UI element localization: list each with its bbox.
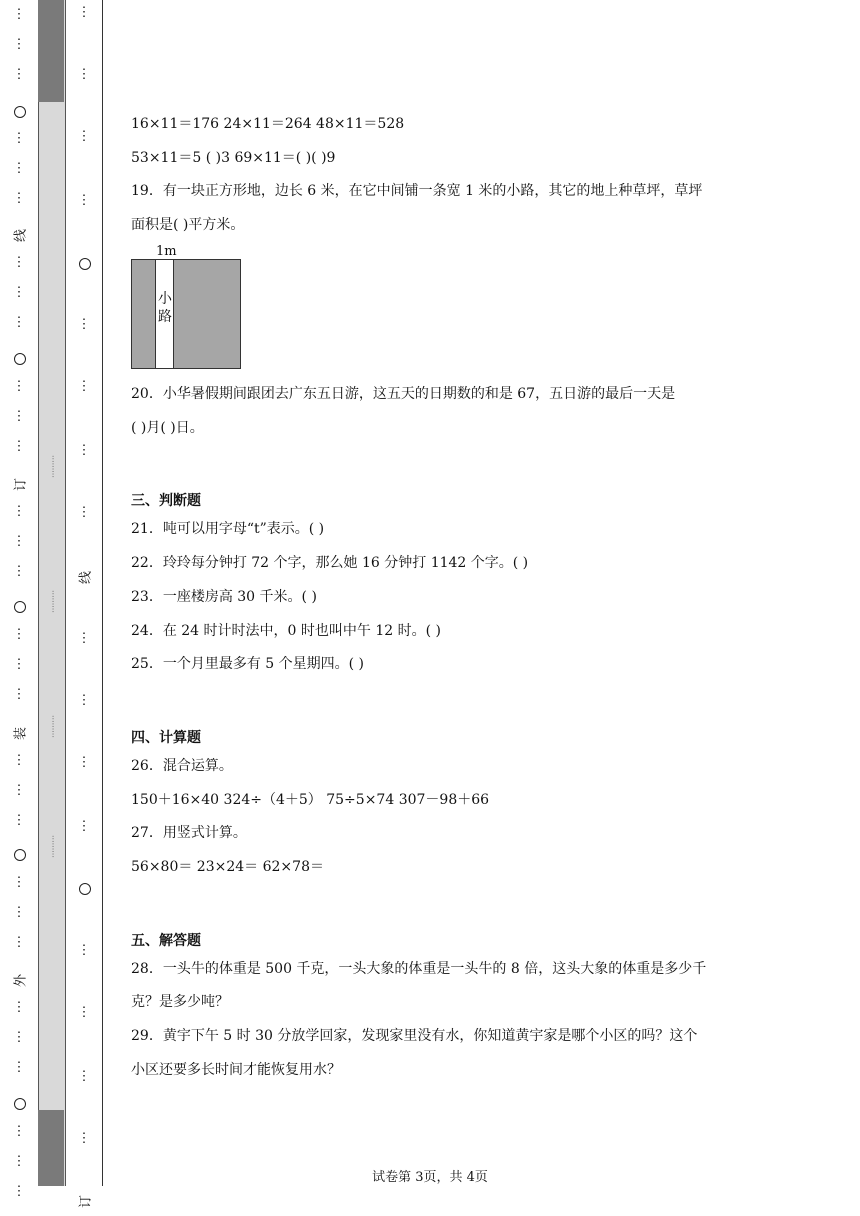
question-19: 19．有一块正方形地，边长 6 米，在它中间铺一条宽 1 米的小路，其它的地上种草坪，草坪 [131,183,703,199]
gutter-circle [14,849,26,861]
road-label: 小路 [158,291,172,325]
square-field-figure [131,244,241,370]
gutter-dots: ⋮ [12,1060,26,1075]
question-20-cont: ( )月( )日。 [131,420,204,436]
example-line: 16×11＝176 24×11＝264 48×11＝528 [131,116,405,132]
question-25: 25．一个月里最多有 5 个星期四。( ) [131,656,364,672]
question-27-items: 56×80＝ 23×24＝ 62×78＝ [131,859,324,875]
gutter-dots: ⋮ [77,129,91,144]
question-24: 24．在 24 时计时法中，0 时也叫中午 12 时。( ) [131,623,441,639]
gutter-dots: ⋮ [77,1069,91,1084]
gutter-dots: ⋮ [12,905,26,920]
gutter-dots: ⋮ [12,439,26,454]
gutter-dots: ⋮ [12,1030,26,1045]
gutter-char: 订 [78,1195,94,1209]
question-29-cont: 小区还要多长时间才能恢复用水？ [131,1062,341,1078]
gutter-dots: ⋮ [77,631,91,646]
section-heading-solutions: 五、解答题 [131,933,201,949]
gutter-circle [79,258,91,270]
gutter-dots: ⋮ [12,935,26,950]
binding-gutter-outer [0,0,38,1216]
fill-in-line: 53×11＝5 ( )3 69×11＝( )( )9 [131,150,336,166]
gutter-dots: ⋮ [12,783,26,798]
gutter-dots: ⋮ [12,37,26,52]
gutter-dots: ⋮ [77,819,91,834]
gutter-circle [14,353,26,365]
gutter-dots: ⋮ [12,1154,26,1169]
page-footer: 试卷第 3页，共 4页 [372,1170,488,1185]
gutter-dots: ⋮ [12,191,26,206]
gutter-char: 外 [13,974,29,988]
gutter-dots: ⋮ [77,1005,91,1020]
gutter-dots: ⋮ [77,505,91,520]
lawn-area [131,259,241,369]
question-22: 22．玲玲每分钟打 72 个字，那么她 16 分钟打 1142 个字。( ) [131,555,529,571]
gutter-circle [14,601,26,613]
gutter-char: 线 [78,571,94,585]
gutter-dots: ⋮ [12,379,26,394]
road-width-label: 1m [156,244,177,259]
gutter-dots: ⋮ [77,943,91,958]
question-26-items: 150＋16×40 324÷（4＋5） 75÷5×74 307－98＋66 [131,792,490,808]
gutter-circle [14,1098,26,1110]
question-27: 27．用竖式计算。 [131,825,247,841]
gutter-char: 订 [13,478,29,492]
strip-dots: ········· [48,455,57,478]
strip-dots: ········· [48,835,57,858]
road-strip [155,260,174,368]
question-19-cont: 面积是( )平方米。 [131,217,245,233]
gutter-dots: ⋮ [12,1000,26,1015]
binding-gutter-inner [64,0,103,1209]
gutter-dots: ⋮ [12,504,26,519]
gutter-char: 线 [13,229,29,243]
gutter-char: 装 [13,727,29,741]
gutter-dots: ⋮ [77,193,91,208]
question-23: 23．一座楼房高 30 千米。( ) [131,589,317,605]
gutter-dots: ⋮ [12,67,26,82]
gutter-dots: ⋮ [12,315,26,330]
gutter-dots: ⋮ [12,627,26,642]
gutter-dots: ⋮ [77,693,91,708]
question-28: 28．一头牛的体重是 500 千克，一头大象的体重是一头牛的 8 倍，这头大象的体重是多少千 [131,961,707,977]
gutter-dots: ⋮ [77,317,91,332]
gutter-dots: ⋮ [77,5,91,20]
gutter-circle [14,106,26,118]
gutter-dots: ⋮ [12,255,26,270]
binding-strip-dark-top [38,0,64,102]
gutter-dots: ⋮ [12,564,26,579]
gutter-dots: ⋮ [77,755,91,770]
question-21: 21．吨可以用字母“t”表示。( ) [131,521,325,537]
section-heading-judgment: 三、判断题 [131,493,201,509]
gutter-dots: ⋮ [77,1131,91,1146]
gutter-dots: ⋮ [77,379,91,394]
gutter-dots: ⋮ [12,7,26,22]
gutter-dots: ⋮ [12,753,26,768]
gutter-dots: ⋮ [77,67,91,82]
gutter-circle [79,883,91,895]
gutter-dots: ⋮ [12,1124,26,1139]
gutter-dots: ⋮ [12,1184,26,1199]
gutter-dots: ⋮ [12,534,26,549]
gutter-dots: ⋮ [12,813,26,828]
strip-dots: ········· [48,590,57,613]
gutter-dots: ⋮ [12,875,26,890]
gutter-dots: ⋮ [77,443,91,458]
question-29: 29．黄宇下午 5 时 30 分放学回家，发现家里没有水，你知道黄宇家是哪个小区的吗？这个 [131,1028,698,1044]
gutter-dots: ⋮ [12,657,26,672]
question-28-cont: 克？是多少吨？ [131,994,229,1010]
gutter-dots: ⋮ [12,285,26,300]
question-20: 20．小华暑假期间跟团去广东五日游，这五天的日期数的和是 67，五日游的最后一天是 [131,386,676,402]
question-26: 26．混合运算。 [131,758,233,774]
gutter-dots: ⋮ [12,409,26,424]
gutter-dots: ⋮ [12,687,26,702]
section-heading-calculation: 四、计算题 [131,730,201,746]
gutter-dots: ⋮ [12,131,26,146]
strip-dots: ········· [48,715,57,738]
gutter-dots: ⋮ [12,161,26,176]
